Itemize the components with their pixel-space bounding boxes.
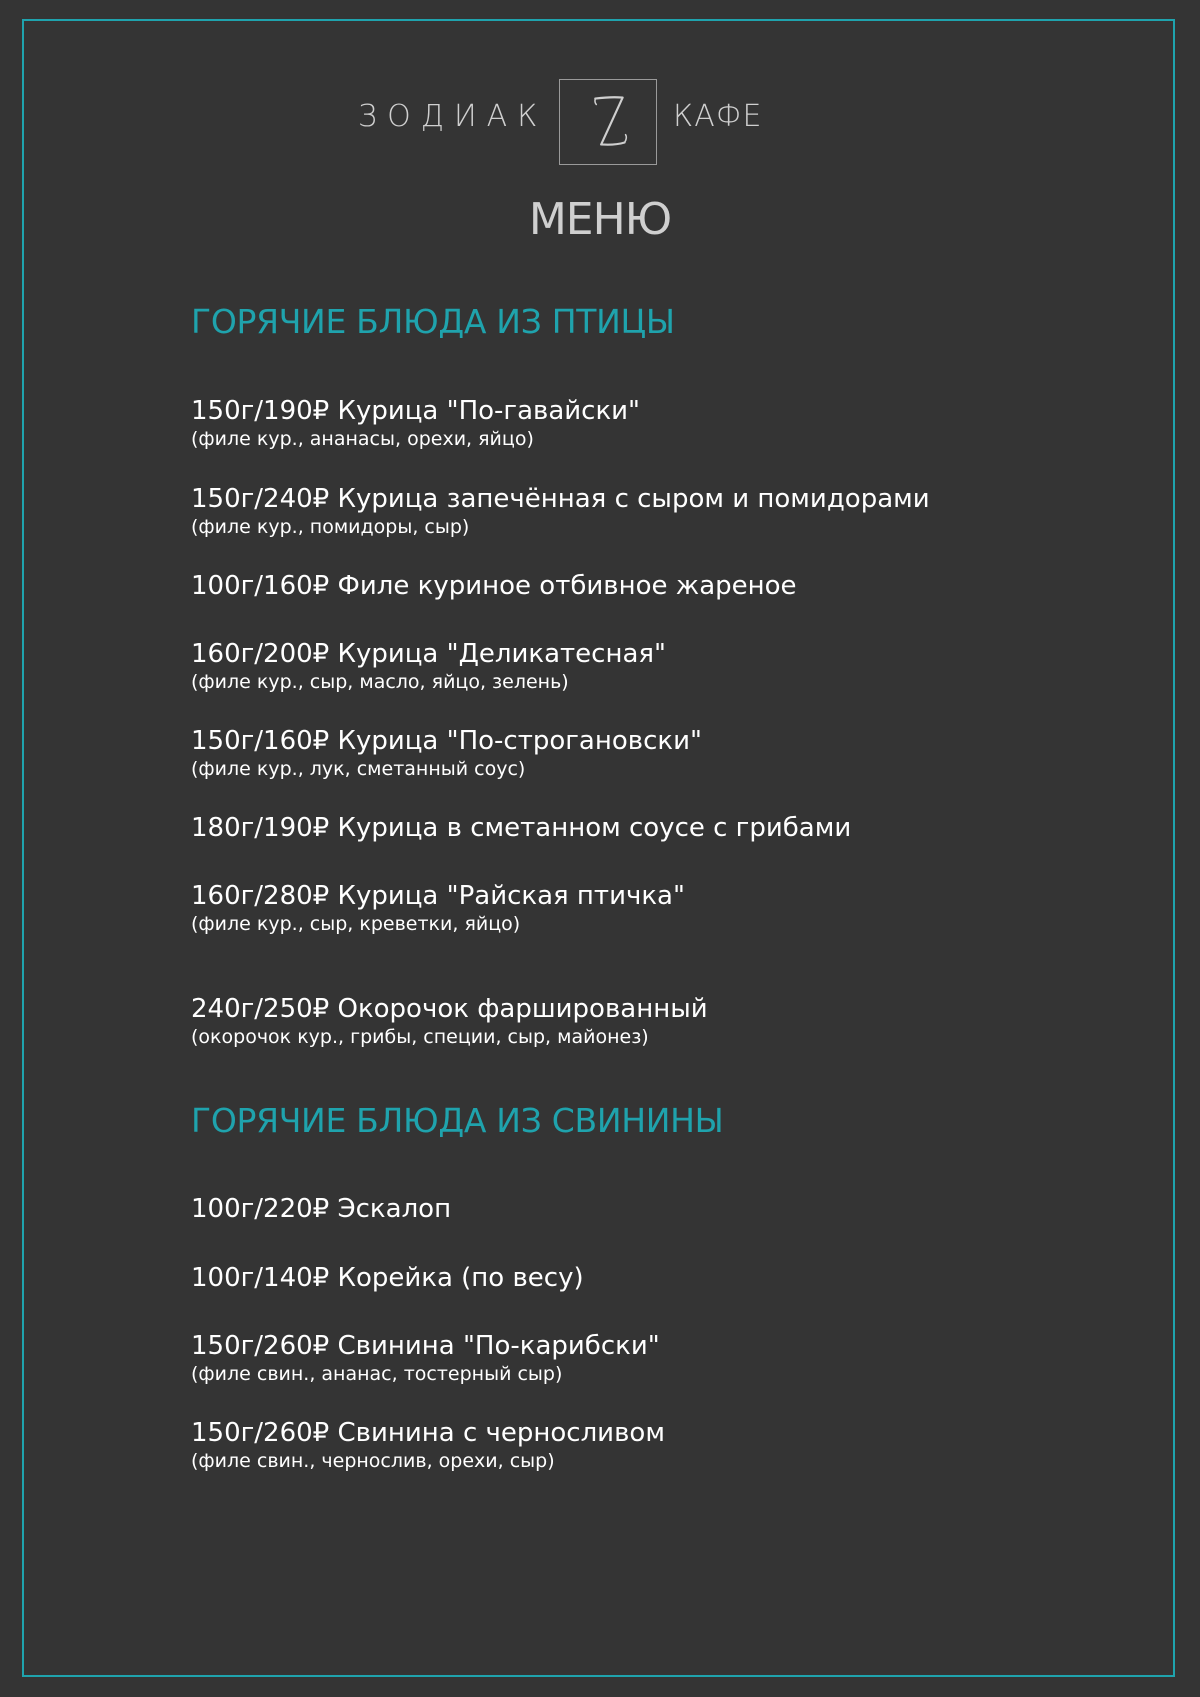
menu-item xyxy=(191,570,797,602)
menu-item-name: 160г/200₽ Курица "Деликатесная" xyxy=(191,639,667,669)
menu-item xyxy=(191,725,702,781)
menu-item-name: 160г/280₽ Курица "Райская птичка" xyxy=(191,881,685,911)
menu-item-name: 150г/190₽ Курица "По-гавайски" xyxy=(191,396,641,426)
menu-item-description: (филе свин., ананас, тостерный сыр) xyxy=(191,1363,563,1385)
menu-item-name: 100г/140₽ Корейка (по весу) xyxy=(191,1263,584,1293)
page-title: МЕНЮ xyxy=(528,194,672,245)
menu-item-name: 180г/190₽ Курица в сметанном соусе с грибами xyxy=(191,813,852,843)
menu-item-name: 150г/260₽ Свинина с черносливом xyxy=(191,1418,665,1448)
menu-item-description: (филе кур., лук, сметанный соус) xyxy=(191,758,526,780)
menu-item-name: 150г/240₽ Курица запечённая с сыром и помидорами xyxy=(191,484,930,514)
menu-item xyxy=(191,812,851,844)
menu-item xyxy=(191,395,640,451)
menu-item-description: (филе свин., чернослив, орехи, сыр) xyxy=(191,1450,555,1472)
menu-item-name: 150г/260₽ Свинина "По-карибски" xyxy=(191,1331,660,1361)
menu-item xyxy=(191,638,666,694)
brand-right-word: КАФЕ xyxy=(673,99,763,134)
menu-item-description: (филе кур., помидоры, сыр) xyxy=(191,516,470,538)
menu-item-description: (филе кур., сыр, масло, яйцо, зелень) xyxy=(191,671,569,693)
menu-item-name: 100г/220₽ Эскалоп xyxy=(191,1194,452,1224)
menu-item-name: 100г/160₽ Филе куриное отбивное жареное xyxy=(191,571,797,601)
menu-item-description: (филе кур., сыр, креветки, яйцо) xyxy=(191,913,521,935)
brand-left-word: ЗОДИАК xyxy=(358,99,548,134)
menu-item-description: (филе кур., ананасы, орехи, яйцо) xyxy=(191,428,534,450)
menu-item-name: 150г/160₽ Курица "По-строгановски" xyxy=(191,726,702,756)
menu-item xyxy=(191,483,930,539)
menu-item xyxy=(191,993,708,1049)
brand-logo xyxy=(559,79,657,165)
menu-item xyxy=(191,880,685,936)
section-title-poultry: ГОРЯЧИЕ БЛЮДА ИЗ ПТИЦЫ xyxy=(191,302,675,341)
menu-item xyxy=(191,1262,584,1294)
menu-item-name: 240г/250₽ Окорочок фаршированный xyxy=(191,994,708,1024)
menu-item xyxy=(191,1193,451,1225)
menu-item xyxy=(191,1417,665,1473)
menu-item xyxy=(191,1330,660,1386)
menu-item-description: (окорочок кур., грибы, специи, сыр, майонез) xyxy=(191,1026,649,1048)
z-logo-icon xyxy=(560,80,656,164)
section-title-pork: ГОРЯЧИЕ БЛЮДА ИЗ СВИНИНЫ xyxy=(191,1101,724,1140)
